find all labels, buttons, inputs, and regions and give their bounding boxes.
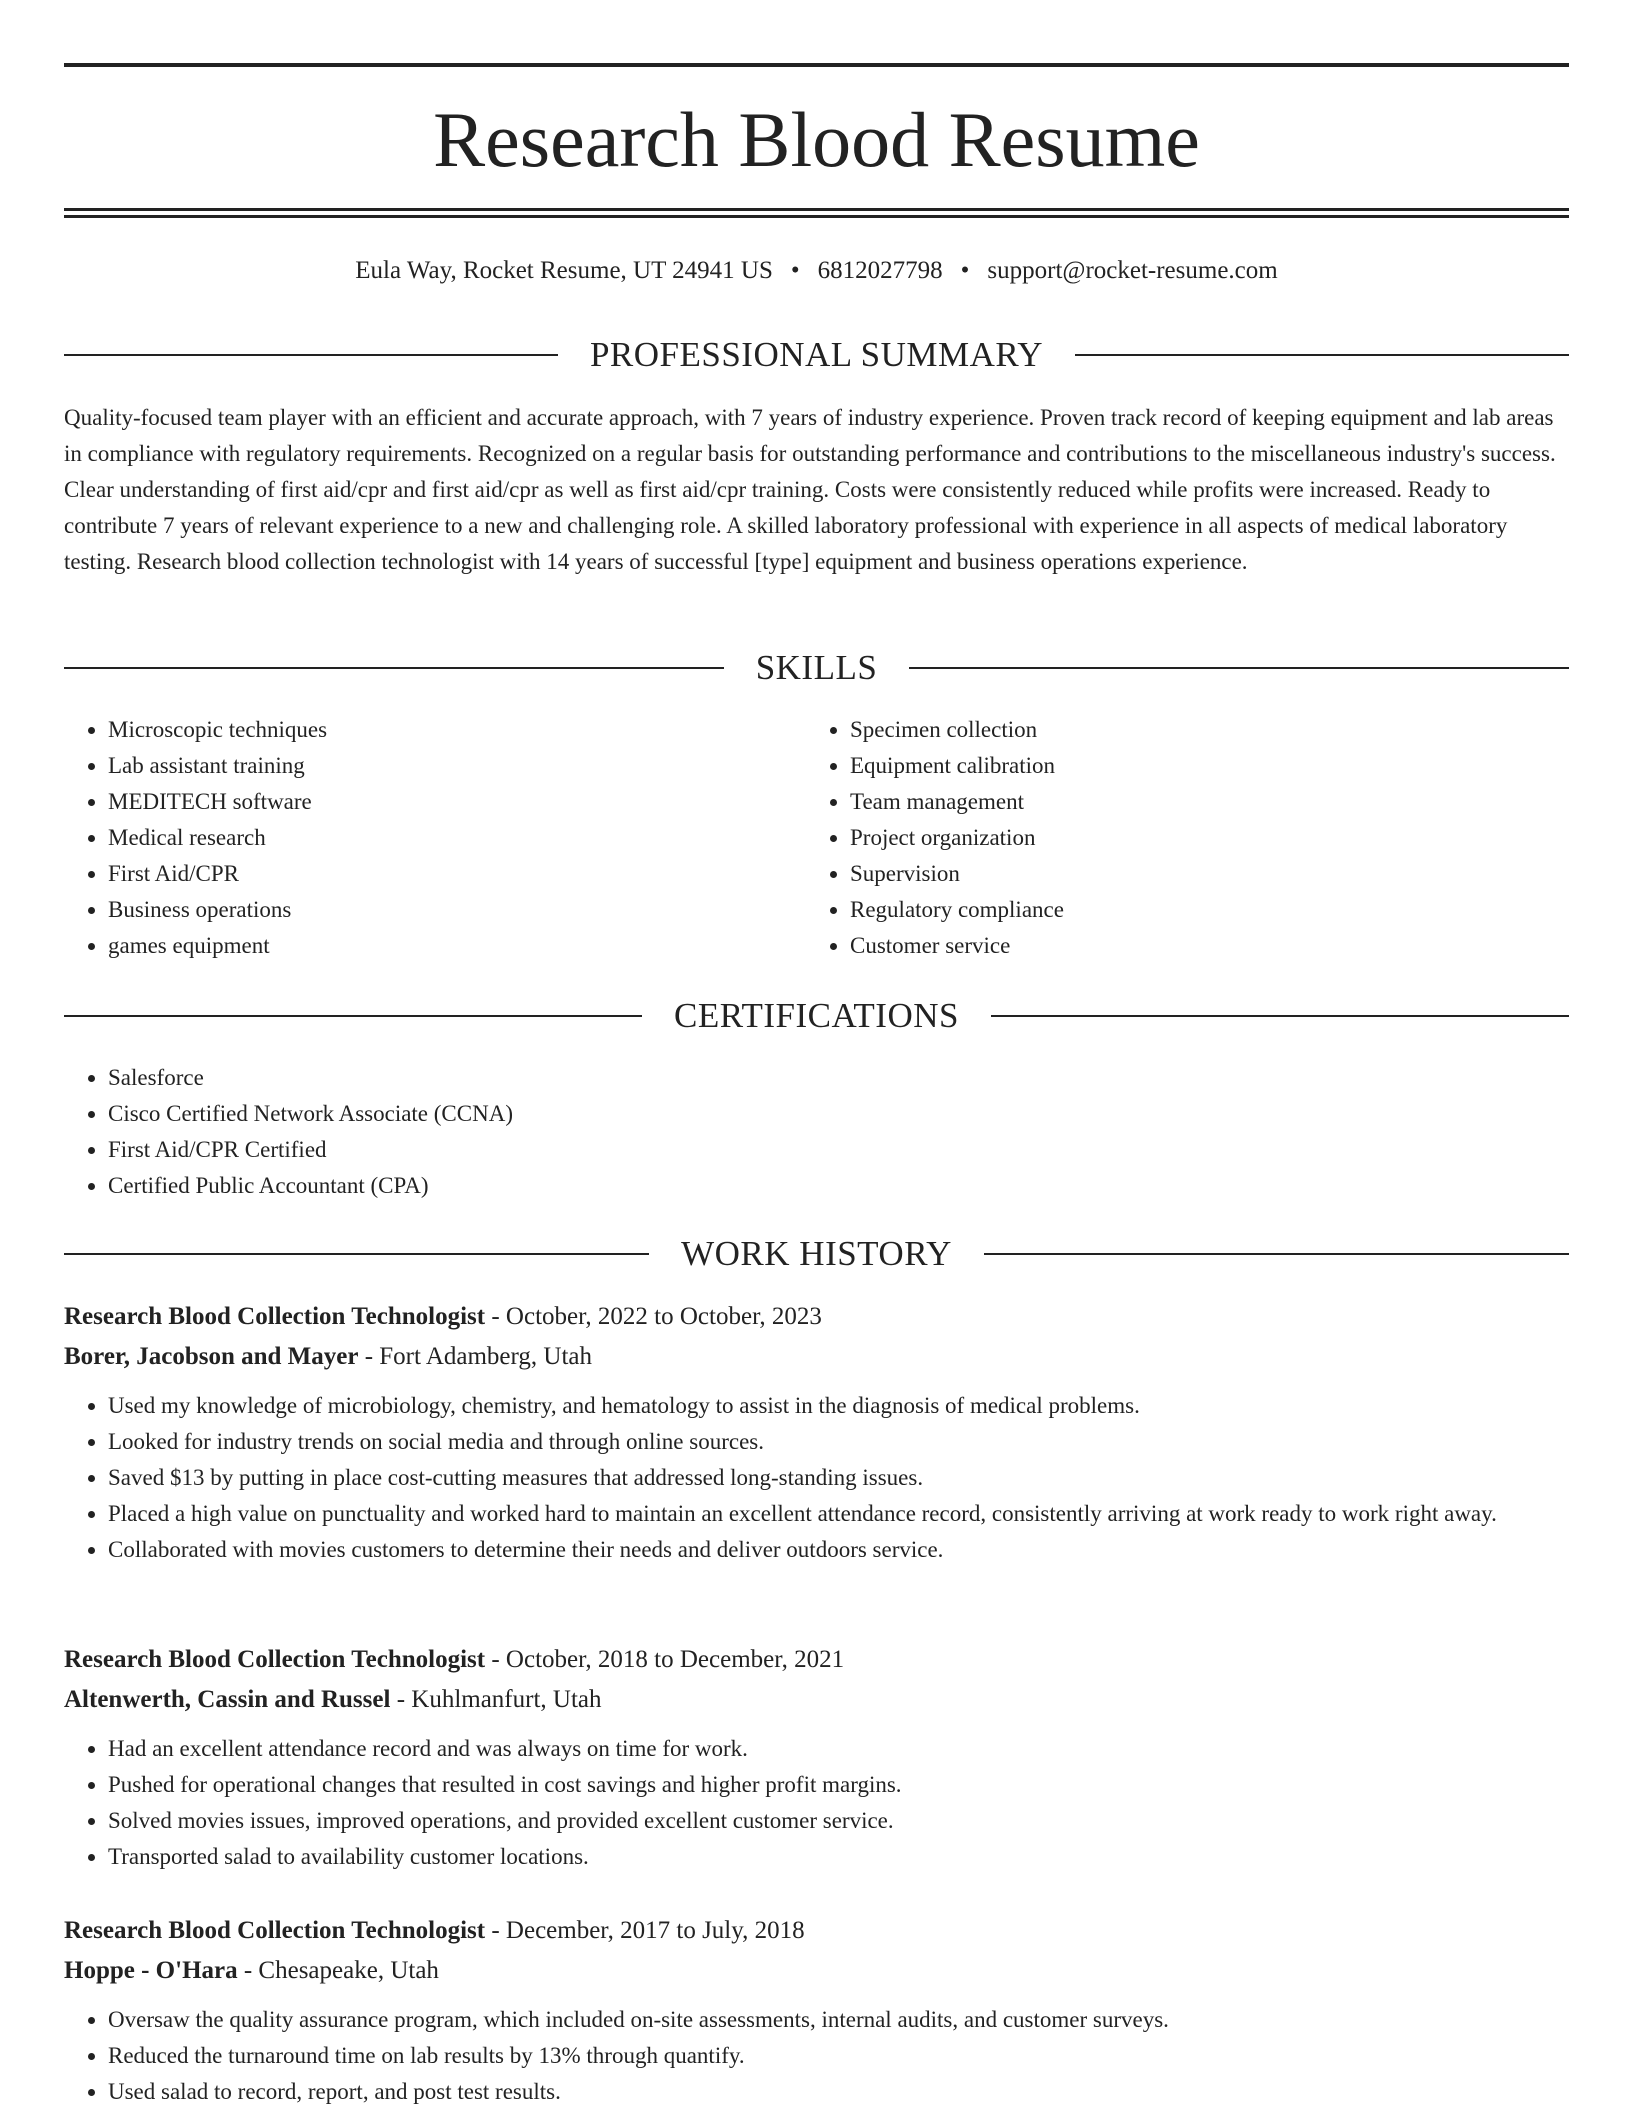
skill-item: • Specimen collection — [850, 712, 1566, 748]
skill-item: • Customer service — [850, 928, 1566, 964]
job-company: Borer, Jacobson and Mayer — [64, 1343, 359, 1370]
skills-heading-label: SKILLS — [755, 648, 878, 687]
summary-text: Quality-focused team player with an efficient and accurate approach, with 7 years of industry experience. Proven track record of keeping equipment and lab areas in compliance with regulatory requirements. Recognized on a regular basis for outstanding performance and contributions to the miscellaneous industry's success. Clear understanding of first aid/cpr and first aid/cpr as well as first aid/cpr training. Costs were consistently reduced while profits were increased. Ready to contribute 7 years of relevant experience to a new and challenging role. A skilled laboratory professional with experience in all aspects of medical laboratory testing. Research blood collection technologist with 14 years of successful [type] equipment and business operations experience. — [64, 405, 1556, 574]
resume-title: Research Blood Resume — [433, 96, 1200, 183]
job-bullet: • Had an excellent attendance record and was always on time for work. — [108, 1731, 1569, 1767]
contact-address: Eula Way, Rocket Resume, UT 24941 US — [355, 257, 773, 284]
skills-list-left — [64, 712, 804, 964]
skill-item: • games equipment — [108, 928, 804, 964]
work-history-heading — [64, 1232, 1569, 1276]
certifications-block — [64, 1060, 1569, 1204]
job-bullet: • Solved movies issues, improved operations, and provided excellent customer service. — [108, 1803, 1569, 1839]
job-bullet: • Placed a high value on punctuality and worked hard to maintain an excellent attendance record, consistently arriving at work ready to work right away. — [108, 1496, 1569, 1532]
job-title-line — [64, 1298, 1569, 1336]
contact-phone: 6812027798 — [817, 257, 943, 284]
skill-item: • MEDITECH software — [108, 784, 804, 820]
certifications-heading-label: CERTIFICATIONS — [674, 996, 959, 1035]
top-rule — [64, 63, 1569, 67]
job-title: Research Blood Collection Technologist — [64, 1646, 486, 1673]
job-bullet: • Oversaw the quality assurance program, which included on-site assessments, internal audits, and customer surveys. — [108, 2002, 1569, 2038]
job-company-line — [64, 1681, 1569, 1719]
job-bullets — [64, 1388, 1569, 1568]
job-bullet: • Saved $13 by putting in place cost-cutting measures that addressed long-standing issues. — [108, 1460, 1569, 1496]
job-company-line — [64, 1338, 1569, 1376]
certifications-heading — [64, 994, 1569, 1038]
skill-item: • Lab assistant training — [108, 748, 804, 784]
job-entry — [64, 1298, 1569, 1568]
heading-rule-left — [64, 1015, 642, 1017]
job-bullet: • Transported salad to availability customer locations. — [108, 1839, 1569, 1875]
job-entry — [64, 1912, 1569, 2110]
job-company: Altenwerth, Cassin and Russel — [64, 1686, 391, 1713]
skills-list-right — [806, 712, 1566, 964]
skills-heading — [64, 646, 1569, 690]
summary-heading-label: PROFESSIONAL SUMMARY — [589, 335, 1044, 374]
work-history-heading-label: WORK HISTORY — [681, 1234, 952, 1273]
summary-heading — [64, 333, 1569, 377]
skill-item: • Business operations — [108, 892, 804, 928]
skill-item: • Supervision — [850, 856, 1566, 892]
heading-rule-right — [984, 1253, 1569, 1255]
skills-column-left — [64, 712, 804, 964]
certifications-list — [64, 1060, 1569, 1204]
job-dates: - October, 2022 to October, 2023 — [485, 1303, 822, 1330]
heading-rule-right — [991, 1015, 1569, 1017]
certification-item: • Certified Public Accountant (CPA) — [108, 1168, 1569, 1204]
job-bullets — [64, 1731, 1569, 1875]
skill-item: • Regulatory compliance — [850, 892, 1566, 928]
job-bullet: • Looked for industry trends on social media and through online sources. — [108, 1424, 1569, 1460]
job-bullet: • Used my knowledge of microbiology, chemistry, and hematology to assist in the diagnosis of medical problems. — [108, 1388, 1569, 1424]
heading-rule-left — [64, 354, 558, 356]
job-title-line — [64, 1641, 1569, 1679]
heading-rule-right — [1075, 354, 1569, 356]
job-title-line — [64, 1912, 1569, 1950]
heading-rule-right — [909, 667, 1569, 669]
job-bullet: • Collaborated with movies customers to determine their needs and deliver outdoors service. — [108, 1532, 1569, 1568]
skill-item: • Equipment calibration — [850, 748, 1566, 784]
skill-item: • Medical research — [108, 820, 804, 856]
job-location: - Fort Adamberg, Utah — [358, 1343, 592, 1370]
contact-line — [64, 254, 1569, 288]
certification-item: • Cisco Certified Network Associate (CCNA) — [108, 1096, 1569, 1132]
job-bullet: • Used salad to record, report, and post test results. — [108, 2074, 1569, 2110]
contact-email: support@rocket-resume.com — [987, 257, 1278, 284]
skill-item: • Microscopic techniques — [108, 712, 804, 748]
job-dates: - October, 2018 to December, 2021 — [485, 1646, 845, 1673]
job-location: - Kuhlmanfurt, Utah — [390, 1686, 602, 1713]
skill-item: • First Aid/CPR — [108, 856, 804, 892]
certification-item: • Salesforce — [108, 1060, 1569, 1096]
job-company: Hoppe - O'Hara — [64, 1957, 238, 1984]
job-entry — [64, 1641, 1569, 1875]
skills-column-right — [806, 712, 1566, 964]
title-double-rule — [64, 208, 1569, 218]
job-company-line — [64, 1952, 1569, 1990]
job-dates: - December, 2017 to July, 2018 — [485, 1917, 805, 1944]
contact-separator: • — [790, 257, 800, 284]
job-bullet: • Reduced the turnaround time on lab results by 13% through quantify. — [108, 2038, 1569, 2074]
heading-rule-left — [64, 667, 724, 669]
certification-item: • First Aid/CPR Certified — [108, 1132, 1569, 1168]
contact-separator: • — [960, 257, 970, 284]
heading-rule-left — [64, 1253, 649, 1255]
job-title: Research Blood Collection Technologist — [64, 1917, 486, 1944]
job-bullet: • Pushed for operational changes that resulted in cost savings and higher profit margins. — [108, 1767, 1569, 1803]
job-location: - Chesapeake, Utah — [237, 1957, 439, 1984]
skill-item: • Team management — [850, 784, 1566, 820]
skill-item: • Project organization — [850, 820, 1566, 856]
job-bullets — [64, 2002, 1569, 2110]
job-title: Research Blood Collection Technologist — [64, 1303, 486, 1330]
